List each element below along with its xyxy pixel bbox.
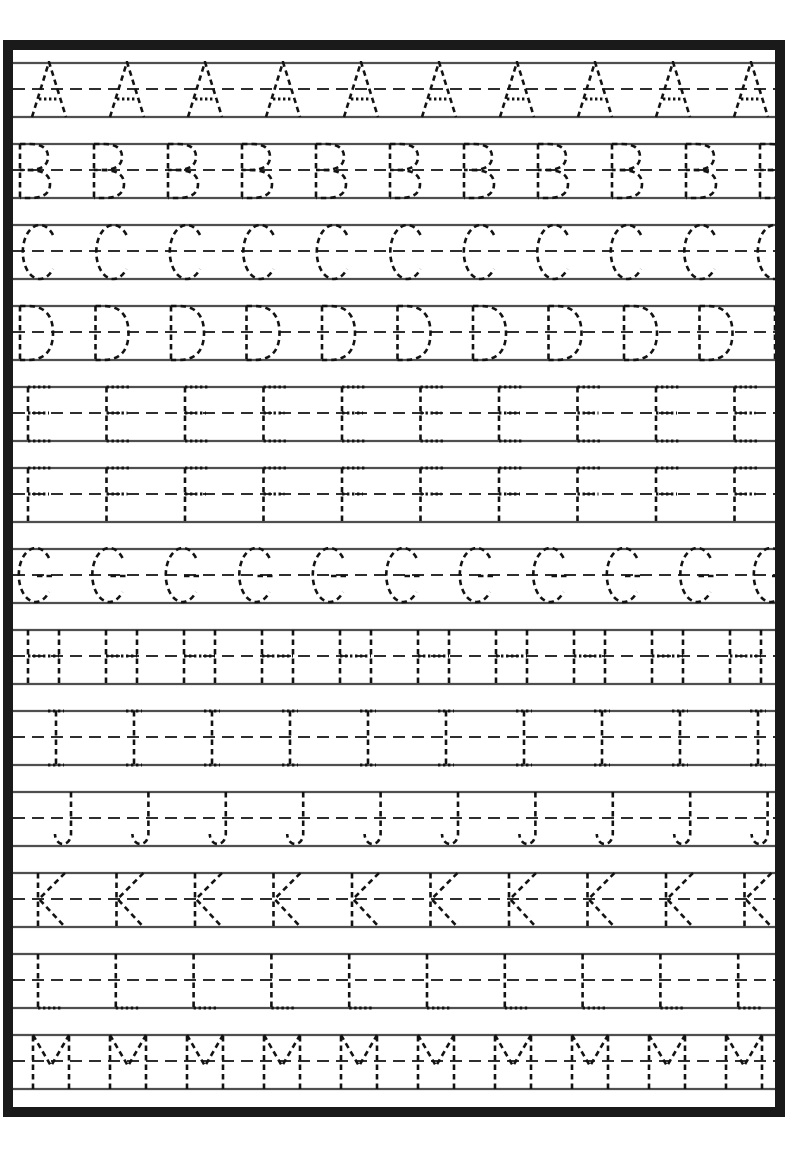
letter-stroke <box>94 144 122 170</box>
letter-stroke <box>168 144 196 170</box>
letter-stroke <box>612 144 640 170</box>
tracing-row-svg <box>13 61 775 119</box>
letter-stroke <box>686 144 714 170</box>
tracing-row-svg <box>13 871 775 929</box>
tracing-row-L <box>13 952 775 1010</box>
tracing-row-K <box>13 871 775 929</box>
letter-stroke <box>390 170 420 198</box>
tracing-row-svg <box>13 547 775 605</box>
letter-stroke <box>20 170 50 198</box>
tracing-row-D <box>13 304 775 362</box>
tracing-row-svg <box>13 952 775 1010</box>
letter-stroke <box>464 170 494 198</box>
letter-stroke <box>760 170 775 198</box>
traceable-letter-H <box>574 630 605 684</box>
tracing-row-J <box>13 790 775 848</box>
letter-stroke <box>686 170 716 198</box>
tracing-row-svg <box>13 385 775 443</box>
letter-stroke <box>242 144 270 170</box>
letter-stroke <box>464 144 492 170</box>
worksheet-border-frame <box>3 40 785 1117</box>
tracing-row-svg <box>13 223 775 281</box>
tracing-row-C <box>13 223 775 281</box>
letter-stroke <box>538 144 566 170</box>
traceable-letter-H <box>496 630 527 684</box>
tracing-row-G <box>13 547 775 605</box>
tracing-row-H <box>13 628 775 686</box>
letter-stroke <box>538 170 568 198</box>
letter-stroke <box>20 144 48 170</box>
letter-stroke <box>242 170 272 198</box>
tracing-row-I <box>13 709 775 767</box>
letter-stroke <box>316 144 344 170</box>
traceable-letter-H <box>730 630 761 684</box>
tracing-row-svg <box>13 466 775 524</box>
letter-stroke <box>612 170 642 198</box>
tracing-row-M <box>13 1033 775 1091</box>
letter-stroke <box>168 170 198 198</box>
tracing-row-E <box>13 385 775 443</box>
traceable-letter-B <box>760 144 775 198</box>
tracing-row-svg <box>13 628 775 686</box>
traceable-letter-H <box>652 630 683 684</box>
tracing-row-svg <box>13 790 775 848</box>
tracing-row-svg <box>13 304 775 362</box>
tracing-row-F <box>13 466 775 524</box>
letter-stroke <box>94 170 124 198</box>
tracing-row-svg <box>13 142 775 200</box>
letter-stroke <box>760 144 775 170</box>
tracing-row-A <box>13 61 775 119</box>
tracing-rows-container <box>13 50 775 1091</box>
tracing-row-B <box>13 142 775 200</box>
tracing-row-svg <box>13 709 775 767</box>
letter-stroke <box>316 170 346 198</box>
tracing-row-svg <box>13 1033 775 1091</box>
letter-stroke <box>390 144 418 170</box>
